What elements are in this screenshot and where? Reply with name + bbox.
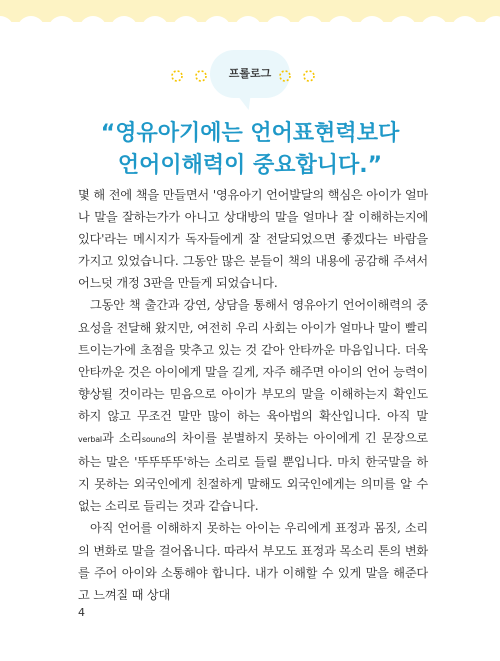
scallop-edge [0,0,500,30]
paragraph-2 [78,294,428,517]
paragraph-2-part-1: 그동안 책 출간과 강연, 상담을 통해서 영유아기 언어이해력의 중요성을 전달해 왔지만, 여전히 우리 사회는 아이가 얼마나 말이 빨리 트이는가에 초점을 맞추고 있는 것 같아 안타까운 마음입니다. 더욱 안타까운 것은 아이에게 말을 길게, 자주 해주면 아이의 언어 능력이 향상될 것이라는 믿음으로 아이가 부모의 말을 이해하는지 확인도 하지 않고 무조건 말만 많이 하는 육아법의 확산입니다. 아직 말 [78,298,428,423]
sparkle-icon [170,68,210,87]
sparkle-icon [278,68,318,87]
page-number: 4 [78,606,85,619]
headline-line-1: “영유아기에는 언어표현력보다 [100,121,400,146]
scalloped-top-border [0,0,500,22]
section-label: 프롤로그 [228,67,272,80]
chapter-headline [0,118,500,182]
verbal-annotation: verbal [78,435,102,445]
sound-annotation: sound [141,435,166,445]
body-text [78,184,428,606]
paragraph-2-part-3: 의 차이를 분별하지 못하는 아이에게 긴 문장으로 하는 말은 '뚜뚜뚜뚜'하는 소리로 들릴 뿐입니다. 마치 한국말을 하지 못하는 외국인에게 친절하게 말해도 외국인에게는 의미를 알 수 없는 소리로 들리는 것과 같습니다. [78,431,428,514]
headline-line-2: 언어이해력이 중요합니다.” [117,153,383,178]
paragraph-2-part-2: 과 소리 [101,431,142,446]
paragraph-3: 아직 언어를 이해하지 못하는 아이는 우리에게 표정과 몸짓, 소리의 변화로 말을 걸어옵니다. 따라서 부모도 표정과 목소리 톤의 변화를 주어 아이와 소통해야 합니다. 내가 이해할 수 있게 말을 해준다고 느껴질 때 상대 [78,521,428,602]
prologue-header [160,50,340,110]
paragraph-1: 몇 해 전에 책을 만들면서 '영유아기 언어발달의 핵심은 아이가 얼마나 말을 잘하는가가 아니고 상대방의 말을 얼마나 잘 이해하는지에 있다'라는 메시지가 독자들에게 잘 전달되었으면 좋겠다는 바람을 가지고 있었습니다. 그동안 많은 분들이 책의 내용에 공감해 주셔서 어느덧 개정 3판을 만들게 되었습니다. [78,188,428,291]
